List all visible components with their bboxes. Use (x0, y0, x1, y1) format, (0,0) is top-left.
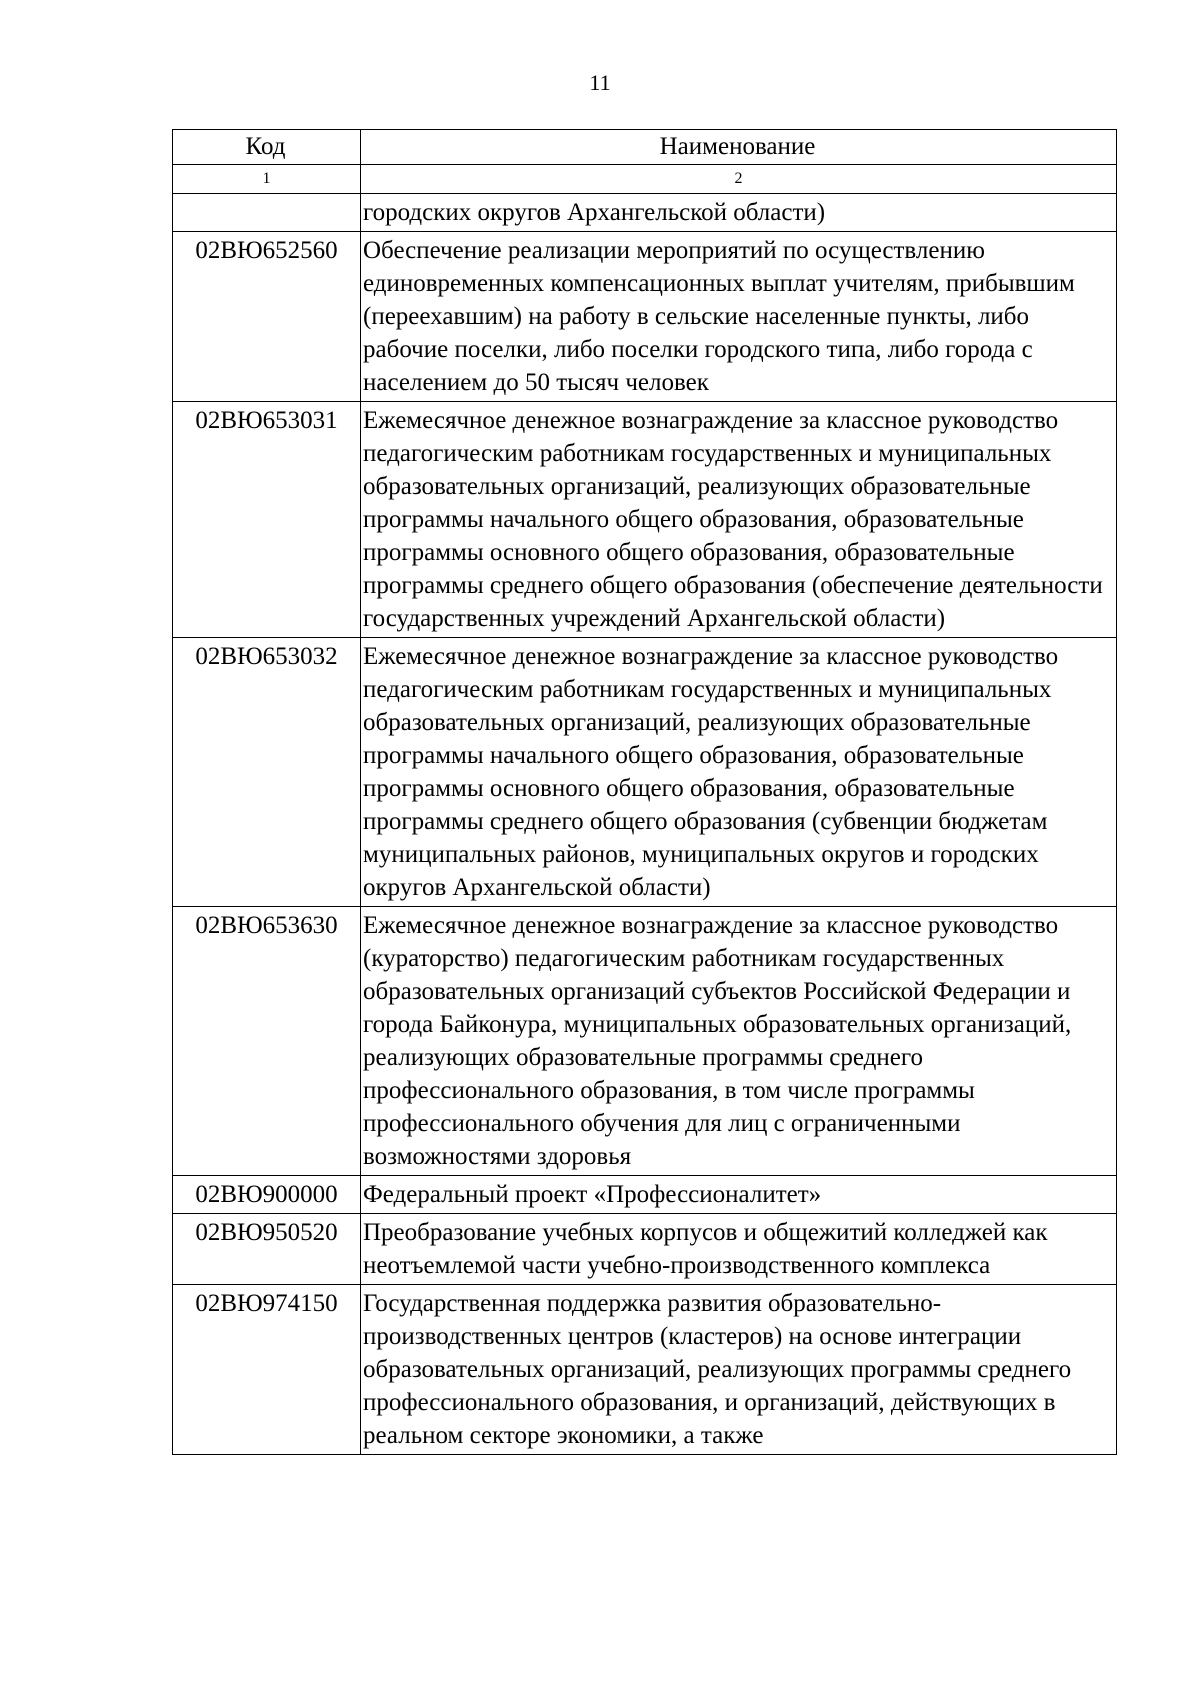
row-code: 02ВЮ950520 (173, 1214, 361, 1285)
row-code: 02ВЮ974150 (173, 1285, 361, 1455)
row-code: 02ВЮ653032 (173, 638, 361, 907)
table-row (173, 194, 1117, 232)
row-code: 02ВЮ900000 (173, 1176, 361, 1214)
table-row (173, 907, 1117, 1176)
table-row (173, 1285, 1117, 1455)
table-row (173, 638, 1117, 907)
row-code: 02ВЮ653031 (173, 402, 361, 638)
header-name: Наименование (361, 130, 1117, 165)
row-name: Преобразование учебных корпусов и общежитий колледжей как неотъемлемой части учебно-производственного комплекса (361, 1214, 1117, 1285)
budget-code-table (172, 129, 1117, 1455)
row-name: Государственная поддержка развития образовательно-производственных центров (кластеров) на основе интеграции образовательных организаций, реализующих программы среднего профессионального образования, и организаций, действующих в реальном секторе экономики, а также (361, 1285, 1117, 1455)
row-name: Ежемесячное денежное вознаграждение за классное руководство педагогическим работникам государственных и муниципальных образовательных организаций, реализующих образовательные программы начального общего образования, образовательные программы основного общего образования, образовательные программы среднего общего образования (субвенции бюджетам муниципальных районов, муниципальных округов и городских округов Архангельской области) (361, 638, 1117, 907)
table-header-row (173, 130, 1117, 165)
page-number: 11 (589, 70, 611, 95)
header-code: Код (173, 130, 361, 165)
table-row (173, 402, 1117, 638)
table-row (173, 1214, 1117, 1285)
row-code (173, 194, 361, 232)
row-name: Ежемесячное денежное вознаграждение за классное руководство (кураторство) педагогическим работникам государственных образовательных организаций субъектов Российской Федерации и города Байконура, муниципальных образовательных организаций, реализующих образовательные программы среднего профессионального образования, в том числе программы профессионального обучения для лиц с ограниченными возможностями здоровья (361, 907, 1117, 1176)
table-row (173, 1176, 1117, 1214)
row-name: Федеральный проект «Профессионалитет» (361, 1176, 1117, 1214)
row-name: городских округов Архангельской области) (361, 194, 1117, 232)
row-name: Ежемесячное денежное вознаграждение за классное руководство педагогическим работникам государственных и муниципальных образовательных организаций, реализующих образовательные программы начального общего образования, образовательные программы основного общего образования, образовательные программы среднего общего образования (обеспечение деятельности государственных учреждений Архангельской области) (361, 402, 1117, 638)
column-number-row (173, 165, 1117, 194)
column-number-code: 1 (173, 165, 361, 194)
row-name: Обеспечение реализации мероприятий по осуществлению единовременных компенсационных выплат учителям, прибывшим (переехавшим) на работу в сельские населенные пункты, либо рабочие поселки, либо поселки городского типа, либо города с населением до 50 тысяч человек (361, 232, 1117, 402)
column-number-name: 2 (361, 165, 1117, 194)
table-row (173, 232, 1117, 402)
row-code: 02ВЮ652560 (173, 232, 361, 402)
row-code: 02ВЮ653630 (173, 907, 361, 1176)
